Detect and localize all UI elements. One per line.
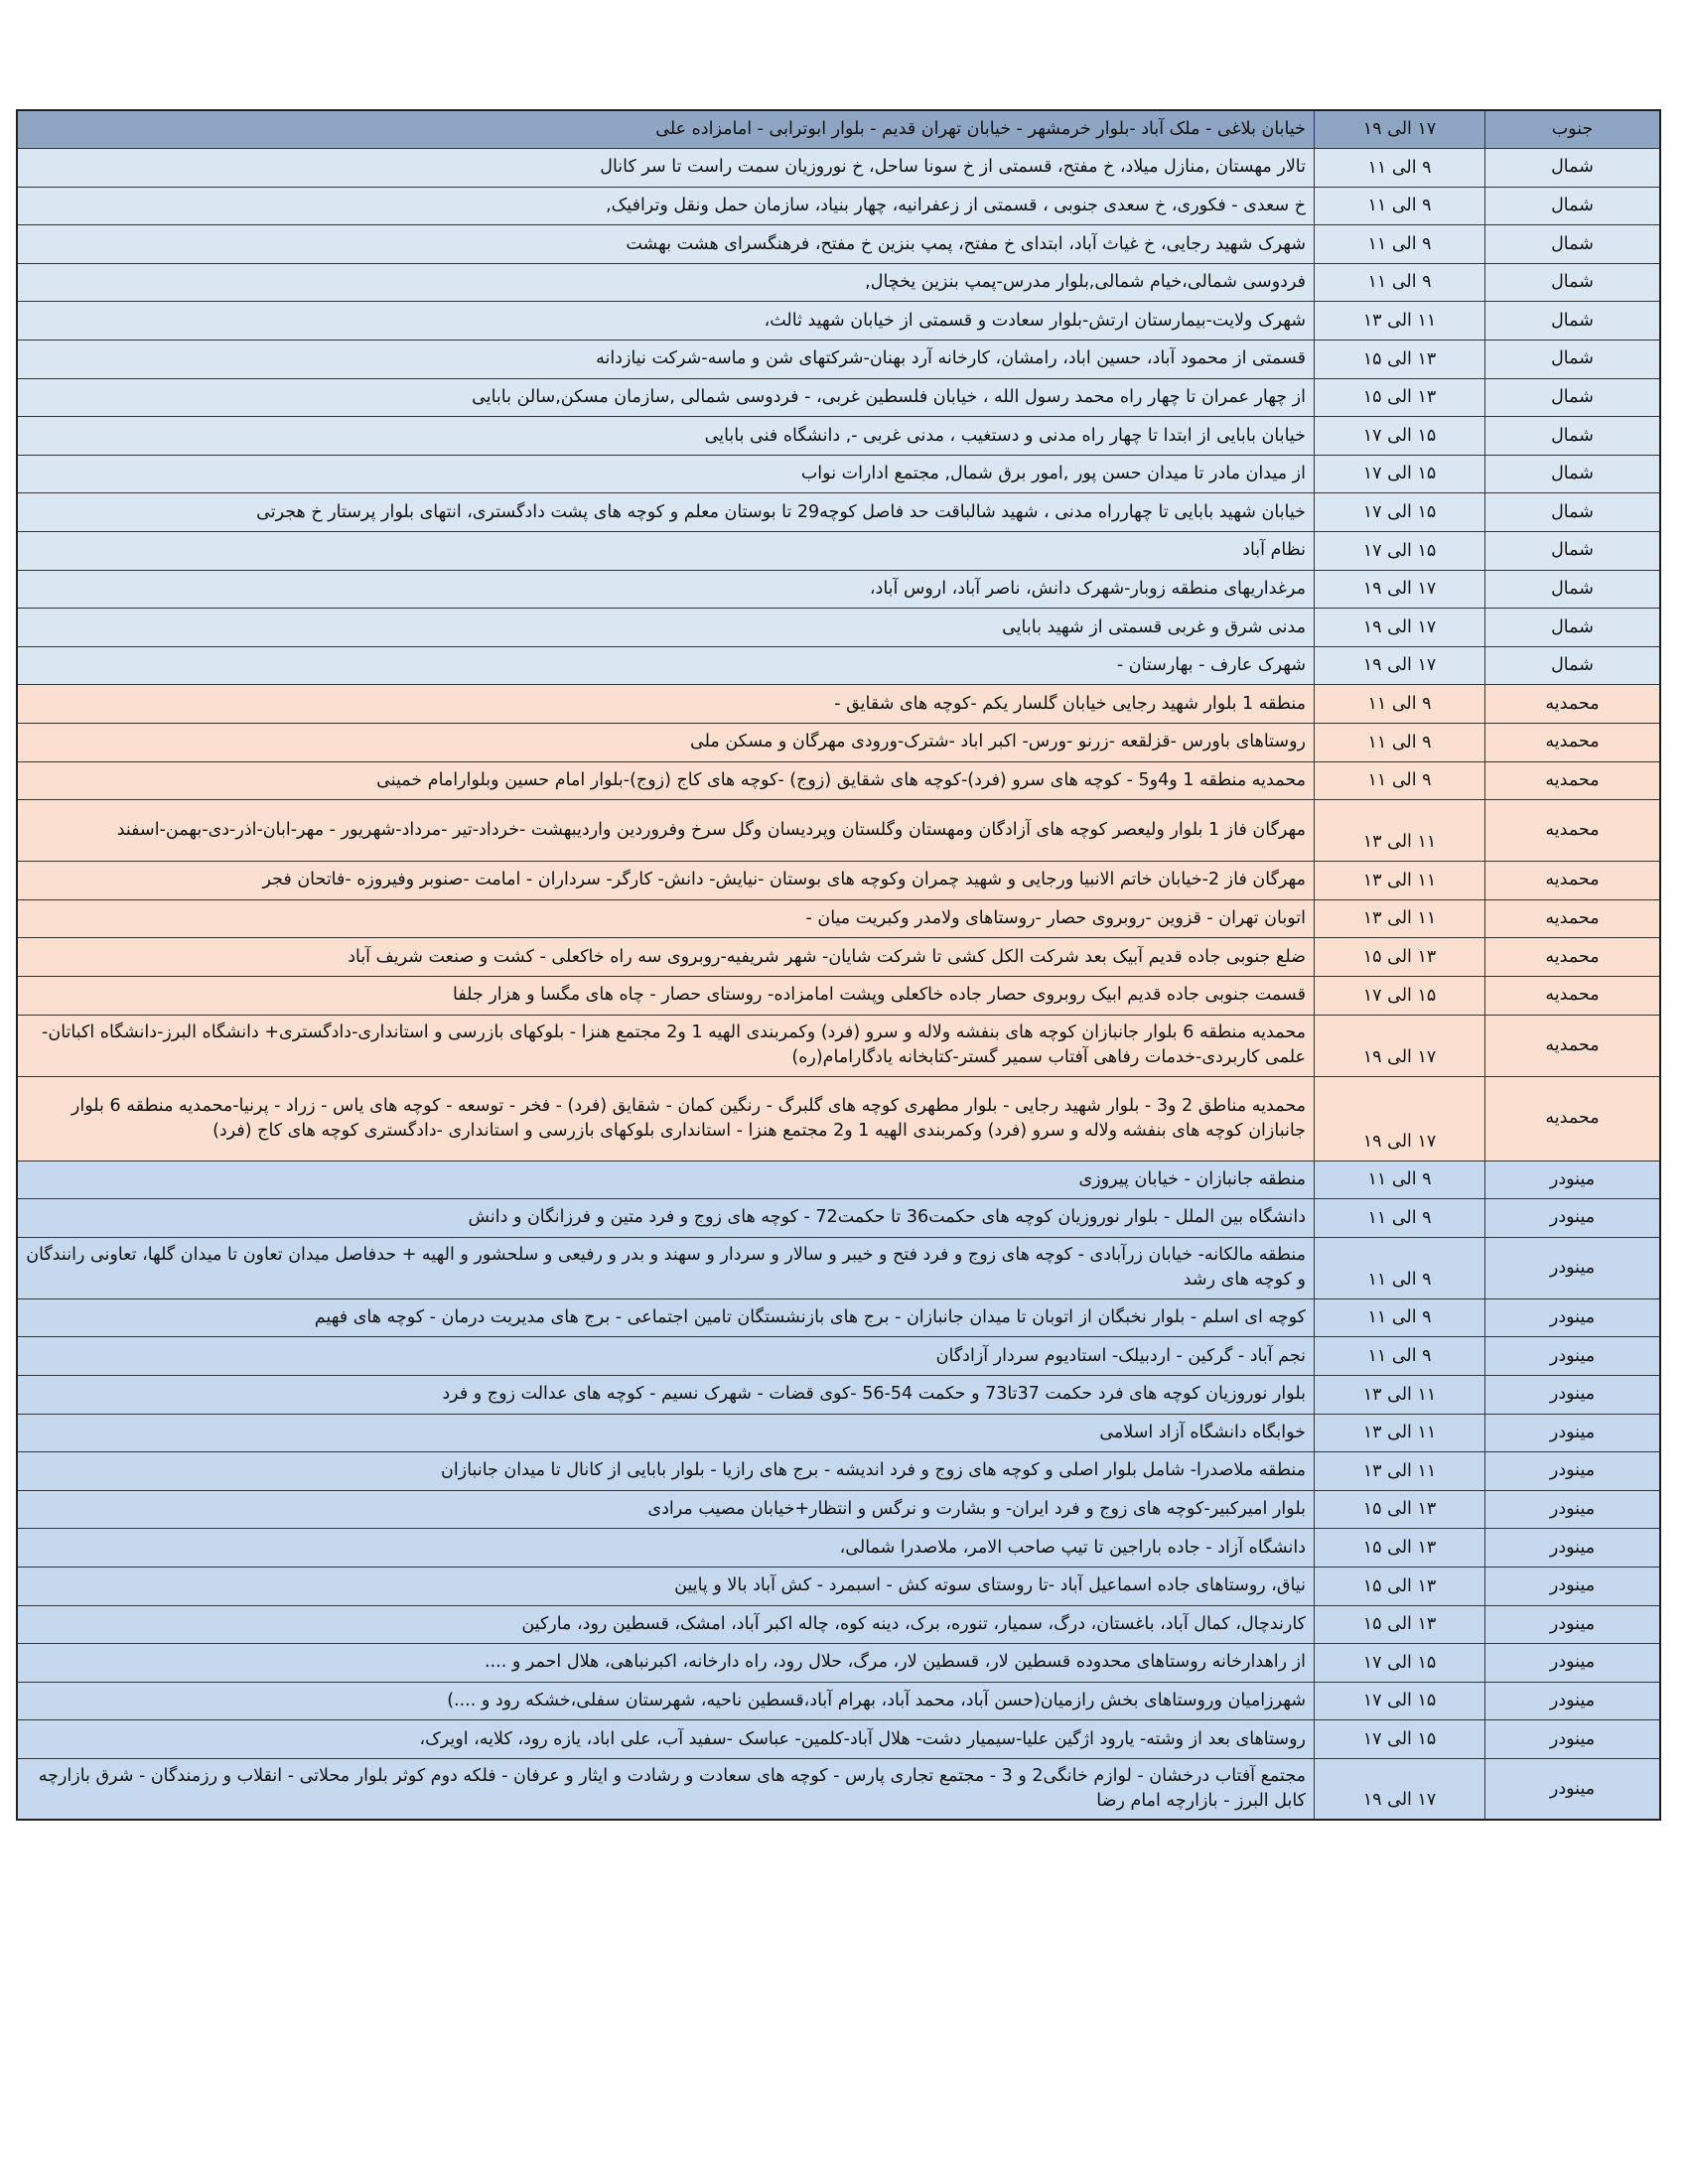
area-cell: فردوسی شمالی،خیام شمالی,بلوار مدرس-پمپ بنزین یخچال,	[17, 263, 1315, 302]
region-cell: محمدیه	[1485, 685, 1661, 724]
table-row	[17, 1076, 1660, 1160]
region-cell: مینودر	[1485, 1605, 1661, 1644]
table-row	[17, 976, 1660, 1015]
region-cell: محمدیه	[1485, 800, 1661, 862]
time-cell: ۱۱ الی ۱۳	[1315, 800, 1485, 862]
table-row	[17, 187, 1660, 225]
time-cell: ۱۷ الی ۱۹	[1315, 1015, 1485, 1076]
area-cell: مهرگان فاز 2-خیابان خاتم الانبیا ورجایی و شهید چمران وکوچه های بوستان -نیایش- دانش- کارگر- سرداران - امامت -صنوبر وفیروزه -فاتحان فجر	[17, 862, 1315, 900]
table-row	[17, 263, 1660, 302]
area-cell: خوابگاه دانشگاه آزاد اسلامی	[17, 1414, 1315, 1452]
table-row	[17, 110, 1660, 149]
time-cell: ۱۷ الی ۱۹	[1315, 609, 1485, 647]
region-cell: شمال	[1485, 225, 1661, 264]
region-cell: شمال	[1485, 263, 1661, 302]
region-cell: محمدیه	[1485, 724, 1661, 762]
region-cell: مینودر	[1485, 1720, 1661, 1759]
area-cell: شهرک عارف - بهارستان -	[17, 646, 1315, 685]
time-cell: ۹ الی ۱۱	[1315, 1237, 1485, 1298]
region-cell: مینودر	[1485, 1337, 1661, 1376]
table-row	[17, 302, 1660, 341]
area-cell: خیابان شهید بابایی تا چهارراه مدنی ، شهید شالباقت حد فاصل کوچه29 تا بوستان معلم و کوچه های پشت دادگستری، انتهای بلوار پرستار خ هجرتی	[17, 493, 1315, 532]
region-cell: شمال	[1485, 455, 1661, 493]
area-cell: خیابان بلاغی - ملک آباد -بلوار خرمشهر - خیابان تهران قدیم - بلوار ابوترابی - امامزاده علی	[17, 110, 1315, 149]
time-cell: ۹ الی ۱۱	[1315, 187, 1485, 225]
region-cell: شمال	[1485, 493, 1661, 532]
region-cell: مینودر	[1485, 1682, 1661, 1720]
region-cell: محمدیه	[1485, 1076, 1661, 1160]
area-cell: روستاهای باورس -قزلقعه -زرنو -ورس- اکبر اباد -شترک-ورودی مهرگان و مسکن ملی	[17, 724, 1315, 762]
area-cell: خیابان بابایی از ابتدا تا چهار راه مدنی و دستغیب ، مدنی غربی -, دانشگاه فنی بابایی	[17, 417, 1315, 456]
time-cell: ۱۵ الی ۱۷	[1315, 532, 1485, 571]
region-cell: مینودر	[1485, 1567, 1661, 1605]
table-row	[17, 1567, 1660, 1605]
table-row	[17, 225, 1660, 264]
table-row	[17, 1160, 1660, 1199]
area-cell: از میدان مادر تا میدان حسن پور ,امور برق شمال, مجتمع ادارات نواب	[17, 455, 1315, 493]
area-cell: کوچه ای اسلم - بلوار نخبگان از اتوبان تا میدان جانبازان - برج های بازنشستگان تامین اجتماعی - برج های مدیریت درمان - کوچه های فهیم	[17, 1298, 1315, 1337]
time-cell: ۱۷ الی ۱۹	[1315, 1758, 1485, 1820]
table-row	[17, 341, 1660, 379]
time-cell: ۱۷ الی ۱۹	[1315, 110, 1485, 149]
region-cell: محمدیه	[1485, 938, 1661, 977]
time-cell: ۹ الی ۱۱	[1315, 761, 1485, 800]
table-row	[17, 938, 1660, 977]
table-row	[17, 724, 1660, 762]
region-cell: محمدیه	[1485, 761, 1661, 800]
table-row	[17, 1605, 1660, 1644]
table-row	[17, 1720, 1660, 1759]
table-row	[17, 646, 1660, 685]
area-cell: نجم آباد - گرکین - اردبیلک- استادیوم سردار آزادگان	[17, 1337, 1315, 1376]
area-cell: شهرک ولایت-بیمارستان ارتش-بلوار سعادت و قسمتی از خیابان شهید ثالث،	[17, 302, 1315, 341]
table-row	[17, 493, 1660, 532]
table-row	[17, 1414, 1660, 1452]
table-row	[17, 1237, 1660, 1298]
area-cell: شهرک شهید رجایی، خ غیاث آباد، ابتدای خ مفتح، پمپ بنزین خ مفتح، فرهنگسرای هشت بهشت	[17, 225, 1315, 264]
region-cell: شمال	[1485, 646, 1661, 685]
table-row	[17, 417, 1660, 456]
time-cell: ۹ الی ۱۱	[1315, 685, 1485, 724]
region-cell: مینودر	[1485, 1452, 1661, 1491]
time-cell: ۱۳ الی ۱۵	[1315, 1529, 1485, 1568]
region-cell: شمال	[1485, 187, 1661, 225]
time-cell: ۱۵ الی ۱۷	[1315, 1720, 1485, 1759]
region-cell: شمال	[1485, 532, 1661, 571]
region-cell: شمال	[1485, 609, 1661, 647]
area-cell: محمدیه منطقه 1 و4و5 - کوچه های سرو (فرد)-کوچه های شقایق (زوج) -کوچه های کاج (زوج)-بلوار امام حسین وبلوارامام خمینی	[17, 761, 1315, 800]
region-cell: شمال	[1485, 341, 1661, 379]
time-cell: ۱۱ الی ۱۳	[1315, 1375, 1485, 1414]
time-cell: ۱۳ الی ۱۵	[1315, 341, 1485, 379]
region-cell: شمال	[1485, 302, 1661, 341]
table-row	[17, 570, 1660, 609]
table-row	[17, 899, 1660, 938]
time-cell: ۱۱ الی ۱۳	[1315, 1414, 1485, 1452]
area-cell: نظام آباد	[17, 532, 1315, 571]
table-row	[17, 1529, 1660, 1568]
area-cell: محمدیه منطقه 6 بلوار جانبازان کوچه های بنفشه ولاله و سرو (فرد) وکمربندی الهیه 1 و2 مجتمع هنزا - بلوکهای بازرسی و استانداری-دادگستری+ دانشگاه البرز-دانشگاه اکباتان-علمی کاربردی-خدمات رفاهی آفتاب سمیر گستر-کتابخانه یادگارامام(ره)	[17, 1015, 1315, 1076]
time-cell: ۹ الی ۱۱	[1315, 225, 1485, 264]
table-row	[17, 862, 1660, 900]
time-cell: ۱۱ الی ۱۳	[1315, 862, 1485, 900]
time-cell: ۱۱ الی ۱۳	[1315, 1452, 1485, 1491]
area-cell: مدنی شرق و غربی قسمتی از شهید بابایی	[17, 609, 1315, 647]
table-row	[17, 1015, 1660, 1076]
time-cell: ۱۷ الی ۱۹	[1315, 570, 1485, 609]
region-cell: مینودر	[1485, 1490, 1661, 1529]
table-row	[17, 685, 1660, 724]
time-cell: ۹ الی ۱۱	[1315, 263, 1485, 302]
table-row	[17, 455, 1660, 493]
time-cell: ۱۳ الی ۱۵	[1315, 1605, 1485, 1644]
region-cell: مینودر	[1485, 1758, 1661, 1820]
region-cell: مینودر	[1485, 1199, 1661, 1238]
area-cell: روستاهای بعد از وشته- یارود اژگین علیا-سیمیار دشت- هلال آباد-کلمین- عباسک -سفید آب، علی اباد، یازه رود، کلایه، اویرک،	[17, 1720, 1315, 1759]
time-cell: ۱۷ الی ۱۹	[1315, 1076, 1485, 1160]
area-cell: از راهدارخانه روستاهای محدوده قسطین لار، قسطین لار، مرگ، حلال رود، راه دارخانه، اکبرنباهی، هلال احمر و ....	[17, 1644, 1315, 1683]
region-cell: مینودر	[1485, 1160, 1661, 1199]
area-cell: دانشگاه بین الملل - بلوار نوروزیان کوچه های حکمت36 تا حکمت72 - کوچه های زوج و فرد متین و فرزانگان و دانش	[17, 1199, 1315, 1238]
time-cell: ۹ الی ۱۱	[1315, 1337, 1485, 1376]
area-cell: محمدیه مناطق 2 و3 - بلوار شهید رجایی - بلوار مطهری کوچه های گلبرگ - رنگین کمان - شقایق (فرد) - فخر - توسعه - کوچه های یاس - زراد - پرنیا-محمدیه منطقه 6 بلوار جانبازان کوچه های بنفشه ولاله و سرو (فرد) وکمربندی الهیه 1 و2 مجتمع هنزا - استانداری بلوکهای بازرسی و استانداری -دادگستری کوچه های کاج (فرد)	[17, 1076, 1315, 1160]
table-row	[17, 1452, 1660, 1491]
area-cell: منطقه جانبازان - خیابان پیروزی	[17, 1160, 1315, 1199]
area-cell: اتوبان تهران - قزوین -روبروی حصار -روستاهای ولامدر وکبریت میان -	[17, 899, 1315, 938]
area-cell: منطقه ملاصدرا- شامل بلوار اصلی و کوچه های زوج و فرد اندیشه - برج های رازیا - بلوار بابایی از کانال تا میدان جانبازان	[17, 1452, 1315, 1491]
region-cell: محمدیه	[1485, 976, 1661, 1015]
table-row	[17, 532, 1660, 571]
area-cell: قسمتی از محمود آباد، حسین اباد، رامشان، کارخانه آرد بهنان-شرکتهای شن و ماسه-شرکت نیازدانه	[17, 341, 1315, 379]
region-cell: محمدیه	[1485, 899, 1661, 938]
region-cell: شمال	[1485, 570, 1661, 609]
region-cell: محمدیه	[1485, 862, 1661, 900]
region-cell: شمال	[1485, 378, 1661, 417]
area-cell: منطقه 1 بلوار شهید رجایی خیابان گلسار یکم -کوچه های شقایق -	[17, 685, 1315, 724]
time-cell: ۹ الی ۱۱	[1315, 724, 1485, 762]
table-row	[17, 1375, 1660, 1414]
area-cell: خ سعدی - فکوری، خ سعدی جنوبی ، قسمتی از زعفرانیه، چهار بنیاد، سازمان حمل ونقل وترافیک,	[17, 187, 1315, 225]
area-cell: کارندچال، کمال آباد، باغستان، درگ، سمیار، تنوره، برک، دینه کوه، چاله اکبر آباد، امشک، قسطین رود، مارکین	[17, 1605, 1315, 1644]
region-cell: مینودر	[1485, 1644, 1661, 1683]
region-cell: مینودر	[1485, 1237, 1661, 1298]
area-cell: مهرگان فاز 1 بلوار ولیعصر کوچه های آزادگان ومهستان وگلستان وپردیسان وگل سرخ وفروردین واردیبهشت -خرداد-تیر -مرداد-شهریور - مهر-ابان-اذر-دی-بهمن-اسفند	[17, 800, 1315, 862]
area-cell: بلوار نوروزیان کوچه های فرد حکمت 37تا73 و حکمت 54-56 -کوی قضات - شهرک نسیم - کوچه های عدالت زوج و فرد	[17, 1375, 1315, 1414]
outage-schedule-table	[16, 109, 1661, 1821]
table-row	[17, 378, 1660, 417]
table-row	[17, 1298, 1660, 1337]
table-row	[17, 149, 1660, 188]
time-cell: ۱۳ الی ۱۵	[1315, 1567, 1485, 1605]
table-row	[17, 1644, 1660, 1683]
area-cell: بلوار امیرکبیر-کوچه های زوج و فرد ایران- و بشارت و نرگس و انتظار+خیابان مصیب مرادی	[17, 1490, 1315, 1529]
time-cell: ۹ الی ۱۱	[1315, 1160, 1485, 1199]
time-cell: ۹ الی ۱۱	[1315, 1199, 1485, 1238]
area-cell: مرغداریهای منطقه زوبار-شهرک دانش، ناصر آباد، اروس آباد،	[17, 570, 1315, 609]
time-cell: ۱۵ الی ۱۷	[1315, 493, 1485, 532]
time-cell: ۱۳ الی ۱۵	[1315, 1490, 1485, 1529]
time-cell: ۱۵ الی ۱۷	[1315, 417, 1485, 456]
region-cell: مینودر	[1485, 1529, 1661, 1568]
time-cell: ۱۳ الی ۱۵	[1315, 378, 1485, 417]
region-cell: جنوب	[1485, 110, 1661, 149]
table-row	[17, 1337, 1660, 1376]
area-cell: شهرزامیان وروستاهای بخش رازمیان(حسن آباد، محمد آباد، بهرام آباد،قسطین ناحیه، شهرستان سفلی،خشکه رود و ....)	[17, 1682, 1315, 1720]
area-cell: تالار مهستان ,منازل میلاد، خ مفتح، قسمتی از خ سونا ساحل، خ نوروزیان سمت راست تا سر کانال	[17, 149, 1315, 188]
area-cell: مجتمع آفتاب درخشان - لوازم خانگی2 و 3 - مجتمع تجاری پارس - کوچه های سعادت و رشادت و ایثار و عرفان - فلکه دوم کوثر بلوار محلاتی - انقلاب و رزمندگان - شرق بازارچه کابل البرز - بازارچه امام رضا	[17, 1758, 1315, 1820]
time-cell: ۱۵ الی ۱۷	[1315, 455, 1485, 493]
region-cell: مینودر	[1485, 1414, 1661, 1452]
region-cell: مینودر	[1485, 1298, 1661, 1337]
time-cell: ۹ الی ۱۱	[1315, 1298, 1485, 1337]
table-row	[17, 609, 1660, 647]
table-row	[17, 1490, 1660, 1529]
time-cell: ۱۱ الی ۱۳	[1315, 899, 1485, 938]
area-cell: ضلع جنوبی جاده قدیم آبیک بعد شرکت الکل کشی تا شرکت شایان- شهر شریفیه-روبروی سه راه خاکعلی - کشت و صنعت شریف آباد	[17, 938, 1315, 977]
area-cell: از چهار عمران تا چهار راه محمد رسول الله ، خیابان فلسطین غربی، - فردوسی شمالی ,سازمان مسکن,سالن بابایی	[17, 378, 1315, 417]
time-cell: ۹ الی ۱۱	[1315, 149, 1485, 188]
area-cell: قسمت جنوبی جاده قدیم ابیک روبروی حصار جاده خاکعلی وپشت امامزاده- روستای حصار - چاه های مگسا و هزار جلفا	[17, 976, 1315, 1015]
time-cell: ۱۳ الی ۱۵	[1315, 938, 1485, 977]
time-cell: ۱۵ الی ۱۷	[1315, 1644, 1485, 1683]
time-cell: ۱۱ الی ۱۳	[1315, 302, 1485, 341]
area-cell: منطقه مالکانه- خیابان زرآبادی - کوچه های زوج و فرد فتح و خیبر و سالار و سردار و سهند و بدر و رفیعی و سلحشور و الهیه + حدفاصل میدان تعاون تا میدان گلها، تعاونی رانندگان و کوچه های رشد	[17, 1237, 1315, 1298]
region-cell: مینودر	[1485, 1375, 1661, 1414]
table-row	[17, 1199, 1660, 1238]
table-row	[17, 1682, 1660, 1720]
table-row	[17, 800, 1660, 862]
time-cell: ۱۵ الی ۱۷	[1315, 976, 1485, 1015]
region-cell: شمال	[1485, 149, 1661, 188]
table-row	[17, 1758, 1660, 1820]
time-cell: ۱۷ الی ۱۹	[1315, 646, 1485, 685]
region-cell: محمدیه	[1485, 1015, 1661, 1076]
table-row	[17, 761, 1660, 800]
time-cell: ۱۵ الی ۱۷	[1315, 1682, 1485, 1720]
area-cell: نیاق، روستاهای جاده اسماعیل آباد -تا روستای سوته کش - اسبمرد - کش آباد بالا و پایین	[17, 1567, 1315, 1605]
area-cell: دانشگاه آزاد - جاده باراجین تا تیپ صاحب الامر، ملاصدرا شمالی،	[17, 1529, 1315, 1568]
region-cell: شمال	[1485, 417, 1661, 456]
